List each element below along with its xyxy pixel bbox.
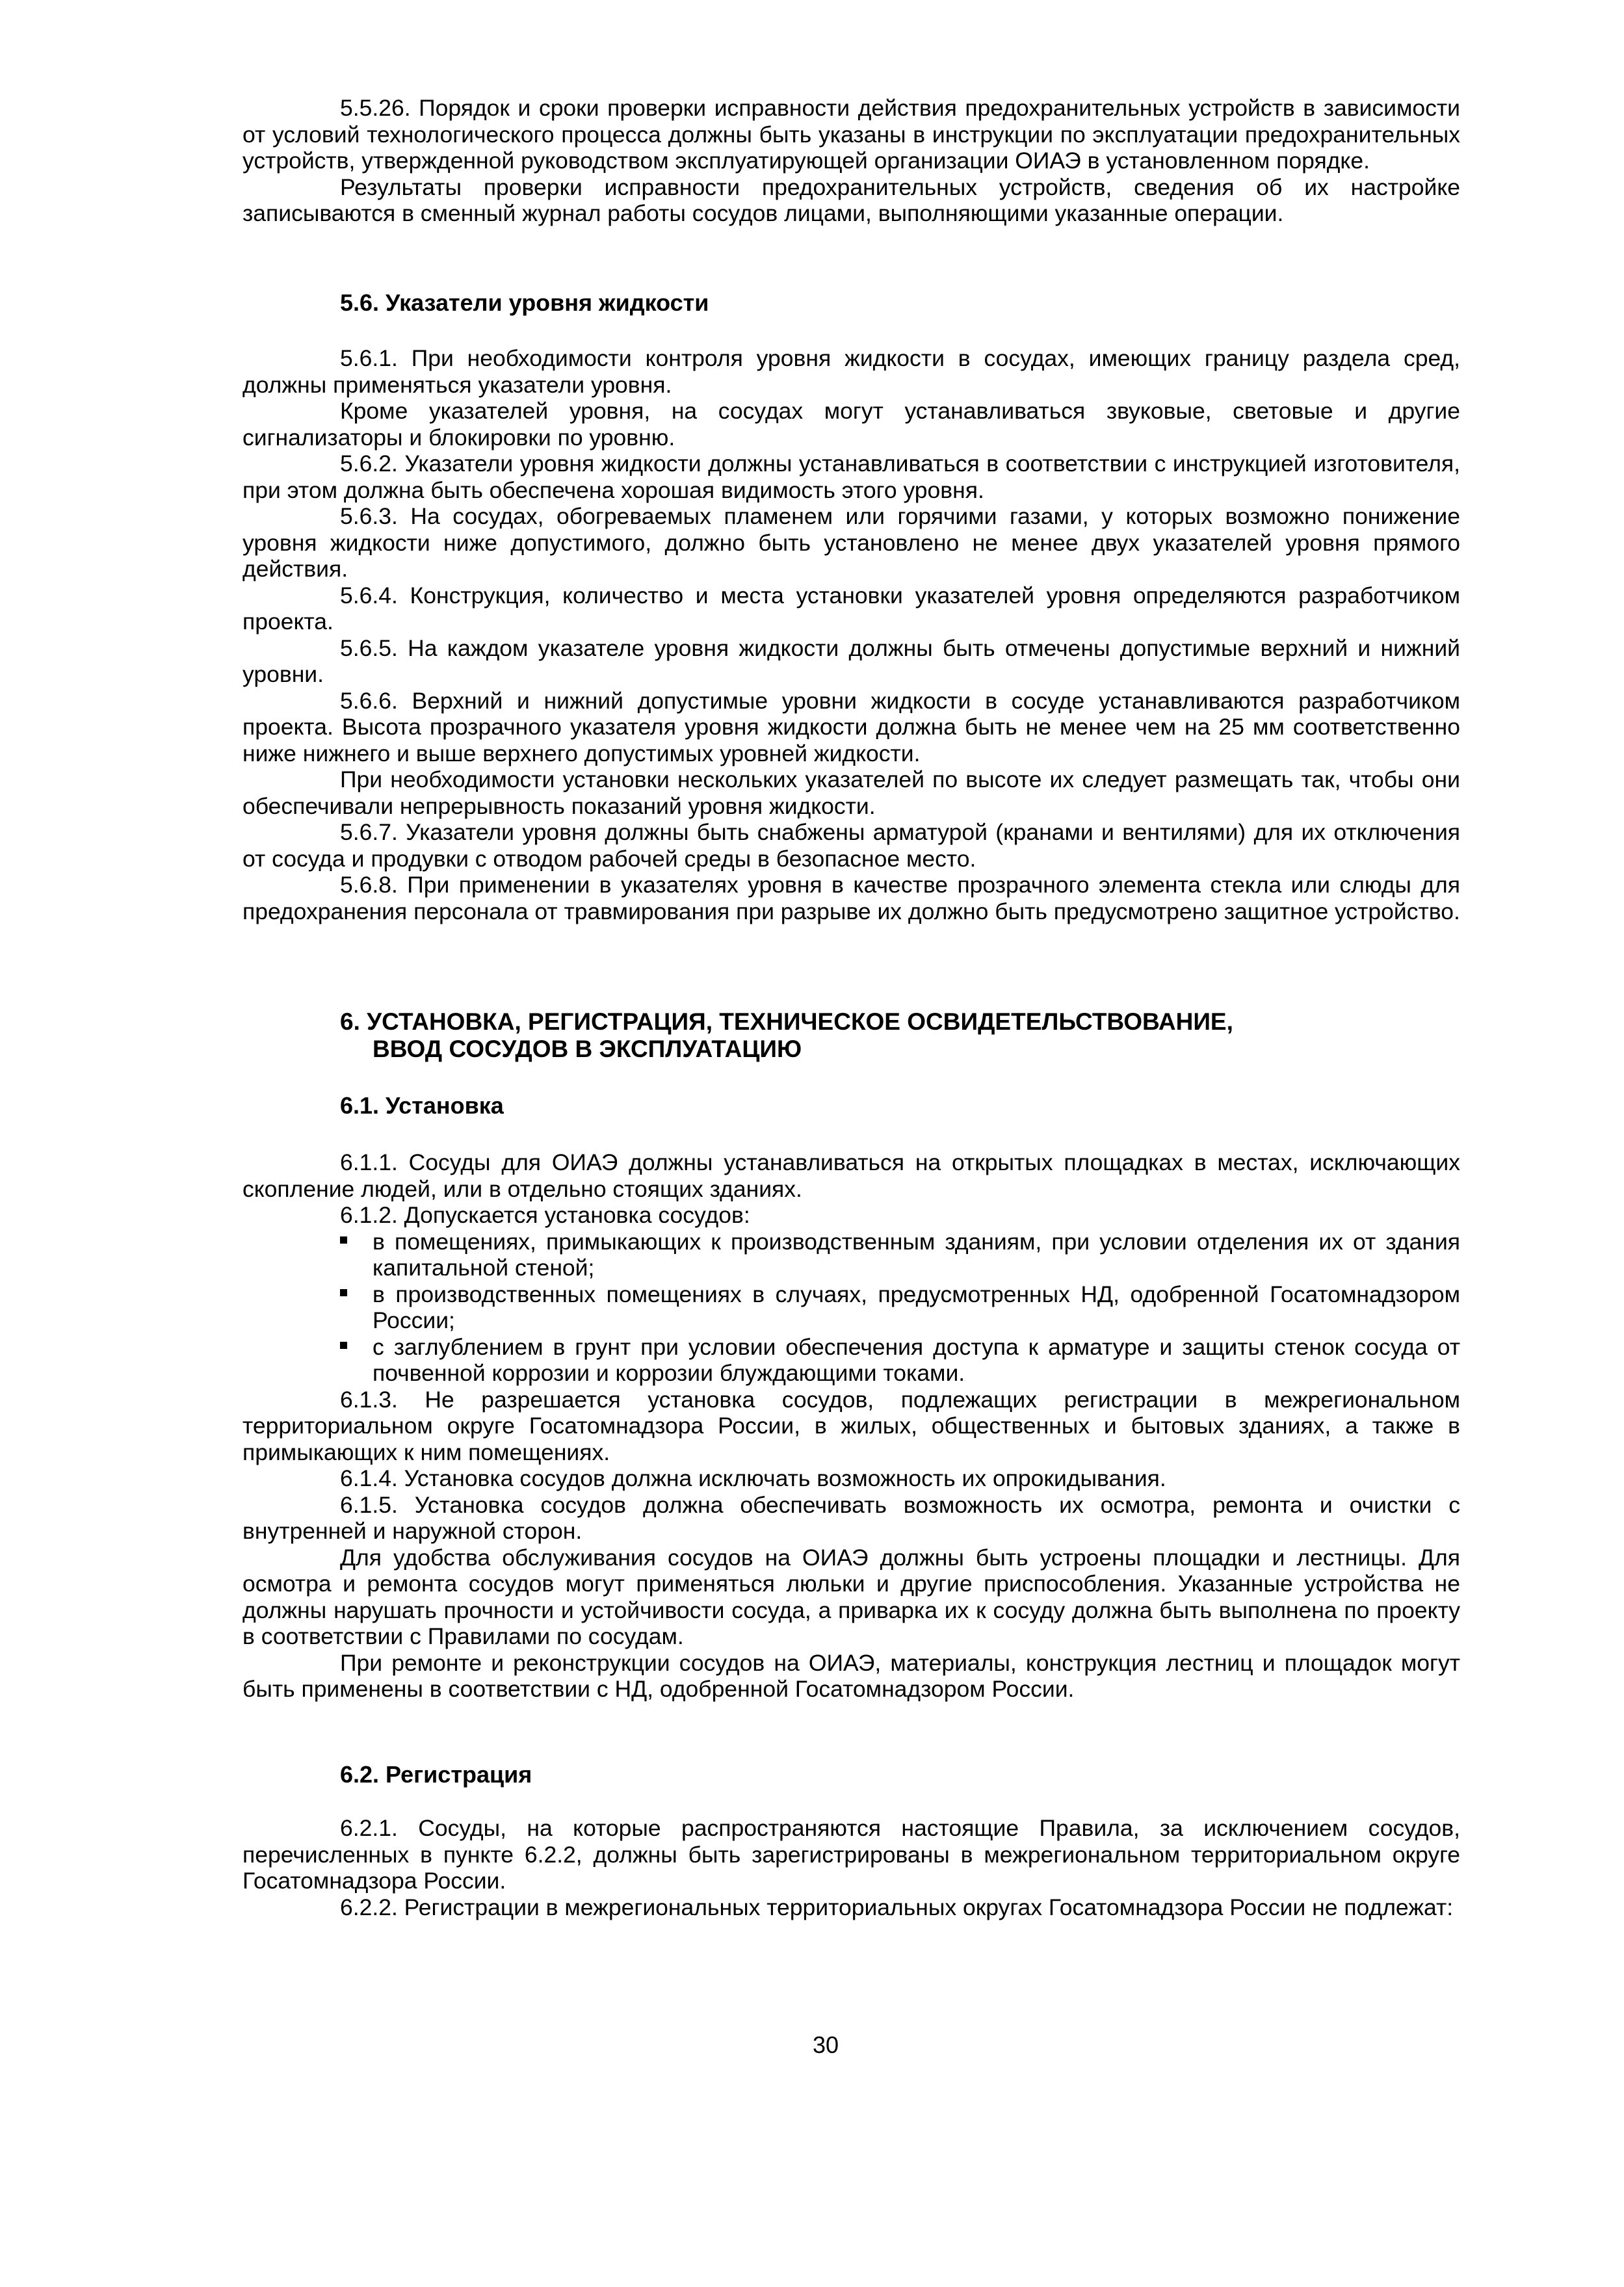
paragraph: 6.1.4. Установка сосудов должна исключать возможность их опрокидывания. [340, 1465, 1166, 1491]
section-title: 6.2. Регистрация [340, 1761, 532, 1788]
list-item [242, 1229, 1460, 1281]
paragraph: 5.6.2. Указатели уровня жидкости должны устанавливаться в соответствии с инструкцией изготовителя, при этом должна быть обеспечена хорошая видимость этого уровня. [242, 451, 1460, 503]
paragraph: 5.6.4. Конструкция, количество и места установки указателей уровня определяются разработчиком проекта. [242, 582, 1460, 634]
paragraph: 5.6.3. На сосудах, обогреваемых пламенем или горячими газами, у которых возможно понижение уровня жидкости ниже допустимого, должно быть установлено не менее двух указателей уровня прямого действия. [242, 503, 1460, 582]
paragraph: 6.1.5. Установка сосудов должна обеспечивать возможность их осмотра, ремонта и очистки с внутренней и наружной сторон. [242, 1491, 1460, 1544]
paragraph: Для удобства обслуживания сосудов на ОИАЭ должны быть устроены площадки и лестницы. Для осмотра и ремонта сосудов могут применяться люльки и другие приспособления. Указанные устройства не должны нарушать прочности и устойчивости сосуда, а приварка их к сосуду должна быть выполнена по проекту в соответствии с Правилами по сосудам. [242, 1544, 1460, 1649]
paragraph: При необходимости установки нескольких указателей по высоте их следует размещать так, чтобы они обеспечивали непрерывность показаний уровня жидкости. [242, 766, 1460, 819]
section-heading-6-1 [242, 1093, 1460, 1119]
paragraph: 5.6.5. На каждом указателе уровня жидкости должны быть отмечены допустимые верхний и нижний уровни. [242, 634, 1460, 687]
paragraph: При ремонте и реконструкции сосудов на ОИАЭ, материалы, конструкция лестниц и площадок могут быть применены в соответствии с НД, одобренной Госатомнадзором России. [242, 1649, 1460, 1702]
paragraph: 6.1.3. Не разрешается установка сосудов, подлежащих регистрации в межрегиональном территориальном округе Госатомнадзора России, в жилых, общественных и бытовых зданиях, а также в примыкающих к ним помещениях. [242, 1386, 1460, 1465]
paragraph: Кроме указателей уровня, на сосудах могут устанавливаться звуковые, световые и другие сигнализаторы и блокировки по уровню. [242, 398, 1460, 451]
chapter-title-line-1: 6. УСТАНОВКА, РЕГИСТРАЦИЯ, ТЕХНИЧЕСКОЕ ОСВИДЕТЕЛЬСТВОВАНИЕ, [340, 1008, 1233, 1035]
list-item-text: с заглублением в грунт при условии обеспечения доступа к арматуре и защиты стенок сосуда от почвенной коррозии и коррозии блуждающими токами. [373, 1333, 1460, 1386]
list-item [242, 1334, 1460, 1387]
bullet-list [242, 1229, 1460, 1387]
section-heading-5-6 [242, 290, 1460, 317]
paragraph: Результаты проверки исправности предохранительных устройств, сведения об их настройке записываются в сменный журнал работы сосудов лицами, выполняющими указанные операции. [242, 174, 1460, 226]
paragraph-group-5-5-26 [242, 95, 1460, 227]
paragraph: 5.6.6. Верхний и нижний допустимые уровни жидкости в сосуде устанавливаются разработчиком проекта. Высота прозрачного указателя уровня жидкости должна быть не менее чем на 25 мм соответственно ниже нижнего и выше верхнего допустимых уровней жидкости. [242, 687, 1460, 766]
paragraph: 6.1.2. Допускается установка сосудов: [340, 1202, 750, 1228]
list-item-text: в помещениях, примыкающих к производственным зданиям, при условии отделения их от здания капитальной стеной; [373, 1228, 1460, 1281]
paragraph: 6.2.2. Регистрации в межрегиональных территориальных округах Госатомнадзора России не подлежат: [340, 1894, 1454, 1920]
section-heading-6-2 [242, 1762, 1460, 1788]
list-item [242, 1281, 1460, 1334]
paragraph: 5.5.26. Порядок и сроки проверки исправности действия предохранительных устройств в зависимости от условий технологического процесса должны быть указаны в инструкции по эксплуатации предохранительных устройств, утвержденной руководством эксплуатирующей организации ОИАЭ в установленном порядке. [242, 95, 1460, 174]
section-6-1-body [242, 1149, 1460, 1703]
section-title: 5.6. Указатели уровня жидкости [340, 289, 709, 316]
bullet-icon [340, 1236, 347, 1244]
chapter-title-line-2: ВВОД СОСУДОВ В ЭКСПЛУАТАЦИЮ [373, 1036, 802, 1062]
bullet-icon [340, 1342, 347, 1349]
paragraph: 5.6.8. При применении в указателях уровня в качестве прозрачного элемента стекла или слюды для предохранения персонала от травмирования при разрыве их должно быть предусмотрено защитное устройство. [242, 872, 1460, 924]
chapter-heading-6 [242, 1008, 1460, 1063]
paragraph: 6.1.1. Сосуды для ОИАЭ должны устанавливаться на открытых площадках в местах, исключающих скопление людей, или в отдельно стоящих зданиях. [242, 1149, 1460, 1202]
section-5-6-body [242, 345, 1460, 924]
section-6-2-body [242, 1815, 1460, 1920]
list-item-text: в производственных помещениях в случаях, предусмотренных НД, одобренной Госатомнадзором России; [373, 1281, 1460, 1333]
bullet-icon [340, 1289, 347, 1296]
paragraph: 5.6.1. При необходимости контроля уровня жидкости в сосудах, имеющих границу раздела сред, должны применяться указатели уровня. [242, 345, 1460, 398]
paragraph: 6.2.1. Сосуды, на которые распространяются настоящие Правила, за исключением сосудов, перечисленных в пункте 6.2.2, должны быть зарегистрированы в межрегиональном территориальном округе Госатомнадзора России. [242, 1815, 1460, 1894]
paragraph: 5.6.7. Указатели уровня должны быть снабжены арматурой (кранами и вентилями) для их отключения от сосуда и продувки с отводом рабочей среды в безопасное место. [242, 819, 1460, 872]
page-number: 30 [813, 2032, 839, 2058]
section-title: 6.1. Установка [340, 1092, 504, 1119]
